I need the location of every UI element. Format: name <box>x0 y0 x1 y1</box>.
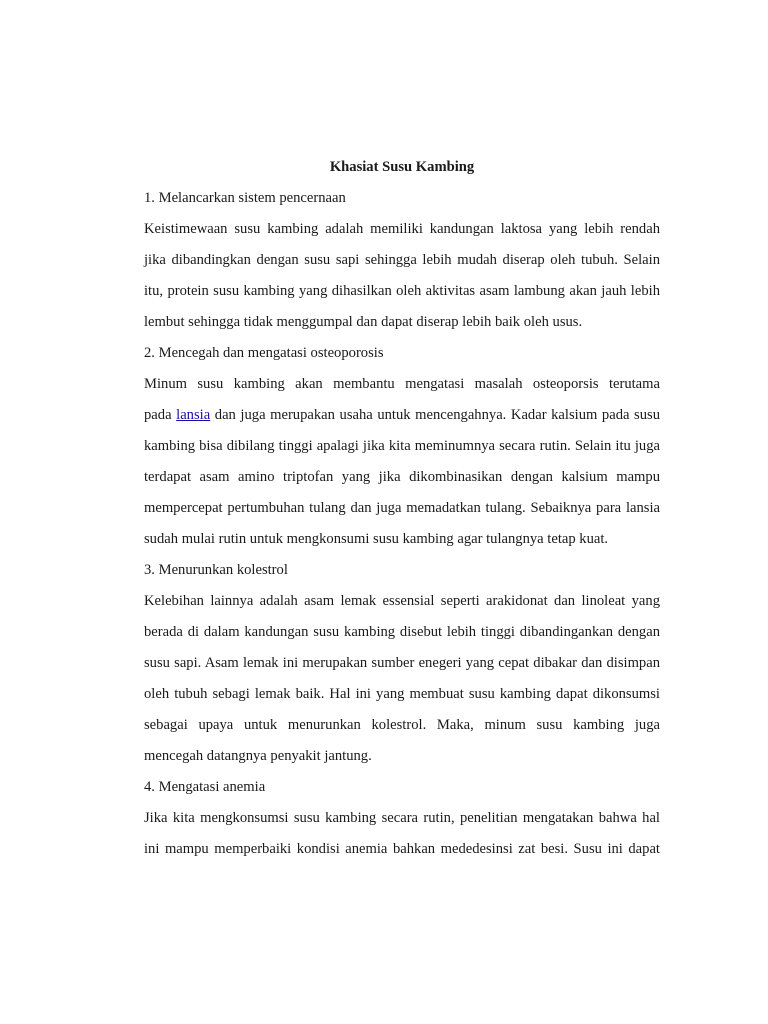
paragraph-line: sebagai upaya untuk menurunkan kolestrol. Maka, minum susu kambing juga <box>144 717 660 733</box>
paragraph-line: Keistimewaan susu kambing adalah memiliki kandungan laktosa yang lebih rendah <box>144 221 660 237</box>
paragraph-line: mencegah datangnya penyakit jantung. <box>144 748 372 764</box>
paragraph-line: terdapat asam amino triptofan yang jika dikombinasikan dengan kalsium mampu <box>144 469 660 485</box>
section-paragraph <box>144 369 660 555</box>
paragraph-line: itu, protein susu kambing yang dihasilkan oleh aktivitas asam lambung akan jauh lebih <box>144 283 660 299</box>
section-paragraph <box>144 214 660 338</box>
line-text: dan juga merupakan usaha untuk mencengahnya. Kadar kalsium pada susu <box>210 407 661 423</box>
paragraph-line: oleh tubuh sebagi lemak baik. Hal ini yang membuat susu kambing dapat dikonsumsi <box>144 686 660 702</box>
paragraph-line: Jika kita mengkonsumsi susu kambing secara rutin, penelitian mengatakan bahwa hal <box>144 810 660 826</box>
section-heading: 1. Melancarkan sistem pencernaan <box>144 190 346 206</box>
section-heading: 4. Mengatasi anemia <box>144 779 266 795</box>
paragraph-line: lembut sehingga tidak menggumpal dan dapat diserap lebih baik oleh usus. <box>144 314 583 330</box>
paragraph-line-with-link <box>144 400 660 431</box>
section-paragraph <box>144 803 660 865</box>
paragraph-line: berada di dalam kandungan susu kambing disebut lebih tinggi dibandingankan dengan <box>144 624 660 640</box>
lansia-link[interactable]: lansia <box>176 407 211 423</box>
section-2 <box>144 338 660 555</box>
paragraph-line: susu sapi. Asam lemak ini merupakan sumber enegeri yang cepat dibakar dan disimpan <box>144 655 660 671</box>
section-3 <box>144 555 660 772</box>
paragraph-line: kambing bisa dibilang tinggi apalagi jika kita meminumnya secara rutin. Selain itu juga <box>144 438 660 454</box>
section-heading: 2. Mencegah dan mengatasi osteoporosis <box>144 345 384 361</box>
paragraph-line: mempercepat pertumbuhan tulang dan juga memadatkan tulang. Sebaiknya para lansia <box>144 500 660 516</box>
document-title: Khasiat Susu Kambing <box>329 159 475 175</box>
section-heading: 3. Menurunkan kolestrol <box>144 562 288 578</box>
document-body <box>144 152 660 865</box>
line-text: pada <box>144 407 177 423</box>
paragraph-line: ini mampu memperbaiki kondisi anemia bahkan mededesinsi zat besi. Susu ini dapat <box>144 841 660 857</box>
paragraph-line: Minum susu kambing akan membantu mengatasi masalah osteoporsis terutama <box>144 376 660 392</box>
section-4 <box>144 772 660 865</box>
section-paragraph <box>144 586 660 772</box>
paragraph-line: Kelebihan lainnya adalah asam lemak essensial seperti arakidonat dan linoleat yang <box>144 593 660 609</box>
paragraph-line: jika dibandingkan dengan susu sapi sehingga lebih mudah diserap oleh tubuh. Selain <box>144 252 660 268</box>
section-1 <box>144 183 660 338</box>
paragraph-line: sudah mulai rutin untuk mengkonsumi susu kambing agar tulangnya tetap kuat. <box>144 531 609 547</box>
